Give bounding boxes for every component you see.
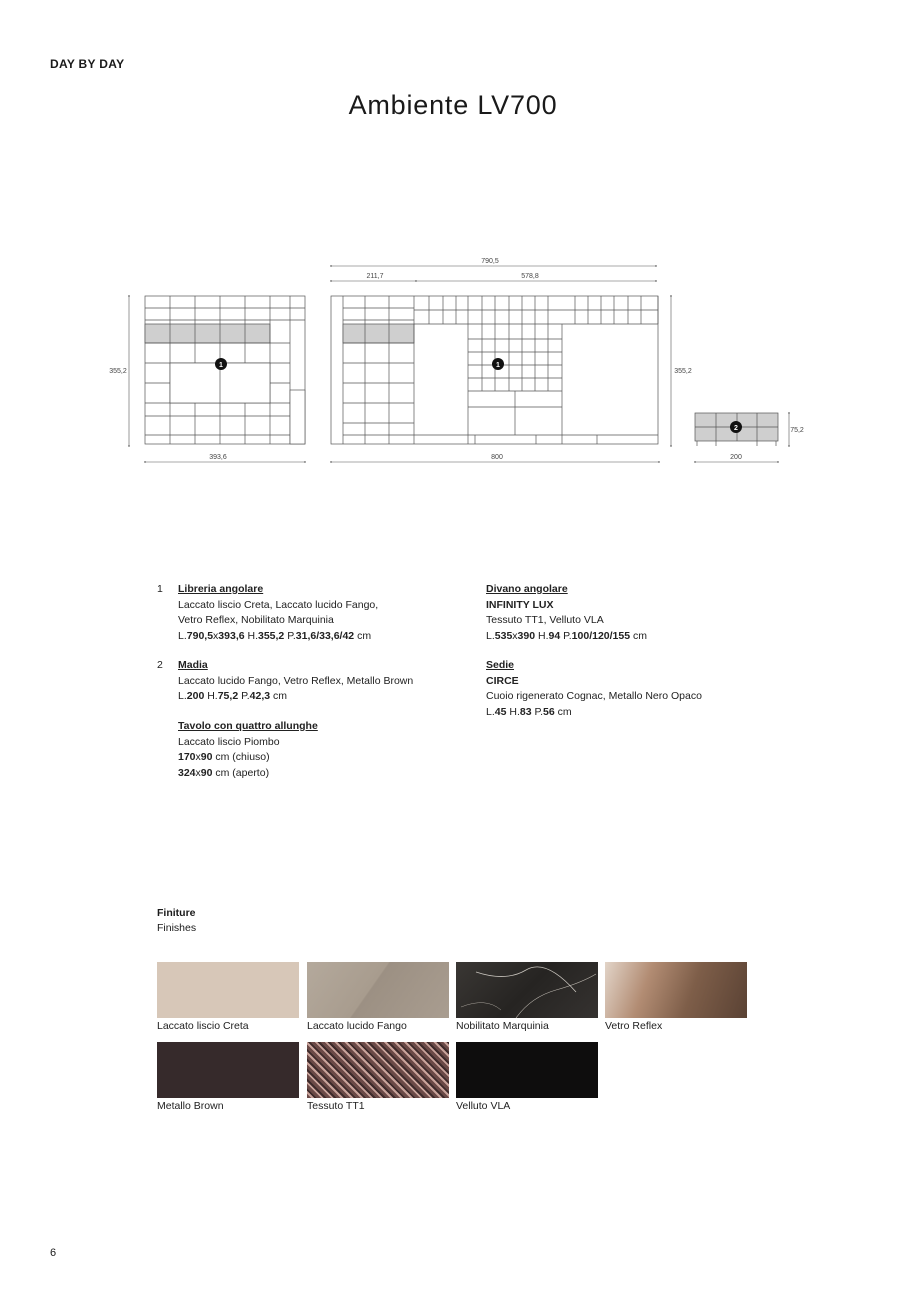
item-model: CIRCE	[486, 674, 519, 687]
item-name: Divano angolare	[486, 583, 568, 595]
finishes-heading	[157, 906, 196, 936]
item-1	[157, 582, 477, 644]
swatch-label: Velluto VLA	[456, 1100, 511, 1112]
dim-width-madia: 200	[730, 454, 742, 461]
item-finish: Laccato liscio Piombo	[178, 735, 280, 748]
finishes-title: Finiture	[157, 907, 196, 919]
swatch-laccato-liscio-creta	[157, 962, 299, 1018]
item-size: L.790,5x393,6 H.355,2 P.31,6/33,6/42 cm	[178, 629, 372, 642]
item-name: Tavolo con quattro allunghe	[178, 720, 318, 732]
dim-total-top: 790,5	[481, 258, 499, 265]
item-sofa	[486, 582, 786, 644]
item-number: 1	[157, 583, 163, 595]
item-2	[157, 658, 477, 705]
item-size: L.45 H.83 P.56 cm	[486, 705, 572, 718]
dim-width-corner: 393,6	[209, 454, 227, 461]
item-size: L.200 H.75,2 P.42,3 cm	[178, 690, 287, 702]
swatch-velluto-vla	[456, 1042, 598, 1098]
item-size: L.535x390 H.94 P.100/120/155 cm	[486, 629, 647, 642]
item-finish: Cuoio rigenerato Cognac, Metallo Nero Opaco	[486, 690, 702, 702]
marker-1-corner: 1	[219, 362, 223, 369]
dim-width-main: 800	[491, 454, 503, 461]
swatch-label: Nobilitato Marquinia	[456, 1020, 549, 1032]
item-model: INFINITY LUX	[486, 598, 554, 611]
marker-2-madia: 2	[734, 425, 738, 432]
section-label: DAY BY DAY	[50, 57, 125, 71]
swatch-nobilitato-marquinia	[456, 962, 598, 1018]
dim-left-top: 211,7	[366, 273, 384, 280]
dim-right-top: 578,8	[521, 273, 539, 280]
dim-height-left: 355,2	[109, 368, 127, 375]
finishes-subtitle: Finishes	[157, 922, 197, 934]
swatch-laccato-lucido-fango	[307, 962, 449, 1018]
item-finish: Laccato lucido Fango, Vetro Reflex, Metallo Brown	[178, 674, 414, 687]
item-size-open: 324x90 cm (aperto)	[178, 766, 270, 779]
bookcase-corner	[145, 296, 305, 444]
item-name: Libreria angolare	[178, 583, 264, 595]
item-finish: Laccato liscio Creta, Laccato lucido Fango,	[178, 598, 379, 611]
swatch-label: Vetro Reflex	[605, 1020, 663, 1032]
page-title: Ambiente LV700	[348, 90, 558, 120]
swatch-tessuto-tt1	[307, 1042, 449, 1098]
page-number: 6	[50, 1247, 57, 1259]
marker-1-main: 1	[496, 362, 500, 369]
dim-height-madia: 75,2	[790, 427, 804, 434]
item-finish-2: Vetro Reflex, Nobilitato Marquinia	[178, 614, 334, 626]
item-number: 2	[157, 659, 163, 671]
item-chairs	[486, 658, 786, 720]
swatch-metallo-brown	[157, 1042, 299, 1098]
item-finish: Tessuto TT1, Velluto VLA	[486, 614, 604, 626]
item-table	[178, 719, 478, 781]
dim-height-right: 355,2	[674, 368, 692, 375]
technical-drawing	[100, 250, 820, 475]
swatch-label: Laccato liscio Creta	[157, 1020, 249, 1032]
item-name: Sedie	[486, 659, 515, 671]
swatch-label: Metallo Brown	[157, 1100, 224, 1112]
swatch-label: Tessuto TT1	[307, 1100, 365, 1112]
swatch-label: Laccato lucido Fango	[307, 1020, 407, 1032]
marble-veins	[456, 962, 598, 1018]
item-name: Madia	[178, 659, 208, 671]
bookcase-main	[331, 296, 658, 444]
item-size-closed: 170x90 cm (chiuso)	[178, 751, 270, 763]
swatch-vetro-reflex	[605, 962, 747, 1018]
